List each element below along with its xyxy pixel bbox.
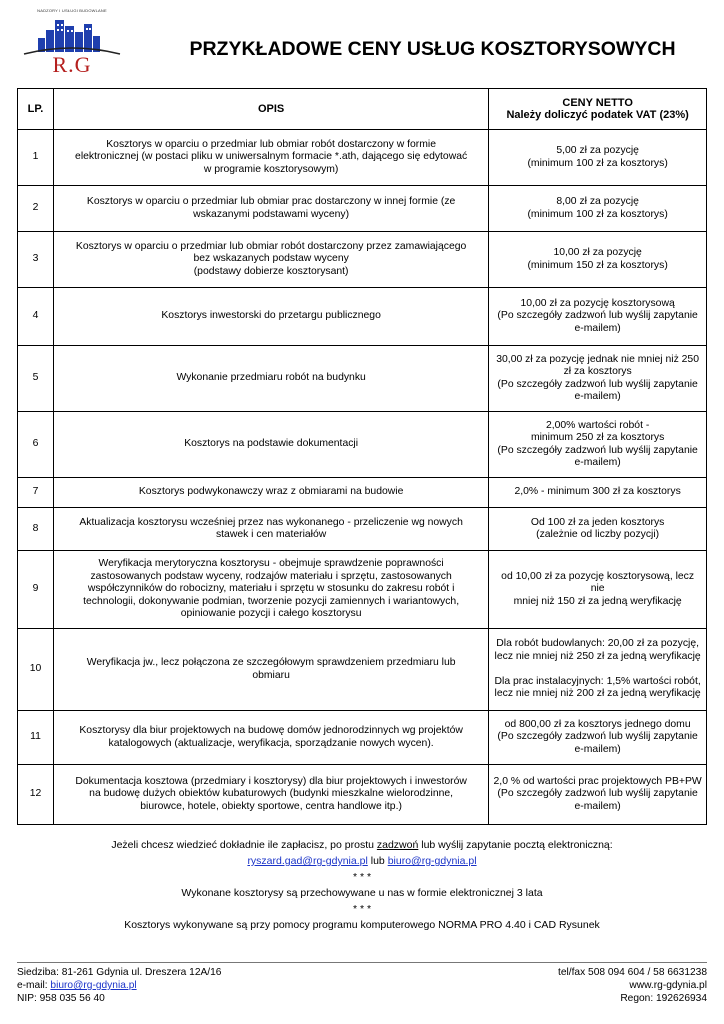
contact-text-before: Jeżeli chcesz wiedzieć dokładnie ile zapłacisz, po prostu: [111, 839, 377, 851]
row-price: Od 100 zł za jeden kosztorys (zależnie od liczby pozycji): [489, 508, 707, 551]
row-number: 5: [18, 346, 54, 412]
price-table: [17, 88, 707, 825]
row-price: Dla robót budowlanych: 20,00 zł za pozycję, lecz nie mniej niż 250 zł za jedną weryfikację Dla prac instalacyjnych: 1,5% wartości robót, lecz nie mniej niż 200 zł za jedną weryfikację: [489, 629, 707, 711]
table-row: [18, 629, 707, 711]
table-row: [18, 711, 707, 765]
row-description: Kosztorys w oparciu o przedmiar lub obmiar robót dostarczony w formie elektronicznej (w postaci pliku w uniwersalnym formacie *.ath, dającego się edytować w programie kosztorysowym): [53, 130, 488, 186]
row-number: 1: [18, 130, 54, 186]
storage-note: Wykonane kosztorysy są przechowywane u nas w formie elektronicznej 3 lata: [181, 887, 543, 899]
header-lp: LP.: [18, 89, 54, 130]
row-price: od 800,00 zł za kosztorys jednego domu (Po szczegóły zadzwoń lub wyślij zapytanie e-mailem): [489, 711, 707, 765]
row-description: Kosztorys podwykonawczy wraz z obmiarami na budowie: [53, 478, 488, 508]
email-line: [17, 854, 707, 868]
table-row: [18, 412, 707, 478]
email-link-ryszard[interactable]: ryszard.gad@rg-gdynia.pl: [247, 855, 368, 867]
email-link-biuro[interactable]: biuro@rg-gdynia.pl: [387, 855, 477, 867]
footer-nip: NIP: 958 035 56 40: [17, 993, 105, 1004]
row-description: Dokumentacja kosztowa (przedmiary i kosztorysy) dla biur projektowych i inwestorów na budowę dużych obiektów kubaturowych (budynki mieszkalne wielorodzinne, biurowce, hotele, obiekty sportowe, centra handlowe itp.): [53, 765, 488, 825]
logo-text: R.G: [52, 52, 92, 77]
row-number: 10: [18, 629, 54, 711]
row-price: 8,00 zł za pozycję (minimum 100 zł za kosztorys): [489, 186, 707, 232]
table-row: [18, 478, 707, 508]
row-number: 11: [18, 711, 54, 765]
row-price: 30,00 zł za pozycję jednak nie mniej niż 250 zł za kosztorys (Po szczegóły zadzwoń lub wyślij zapytanie e-mailem): [489, 346, 707, 412]
logo-tagline: NADZORY I USŁUGI BUDOWLANE: [37, 8, 107, 13]
row-number: 12: [18, 765, 54, 825]
call-text: zadzwoń: [376, 839, 419, 851]
row-description: Kosztorys inwestorski do przetargu publicznego: [53, 288, 488, 346]
row-price: od 10,00 zł za pozycję kosztorysową, lecz nie mniej niż 150 zł za jedną weryfikację: [489, 551, 707, 629]
table-row: [18, 551, 707, 629]
footer-email-line: [17, 979, 221, 992]
footer-phone: tel/fax 508 094 604 / 58 6631238: [558, 967, 707, 978]
row-number: 9: [18, 551, 54, 629]
footer-address: Siedziba: 81-261 Gdynia ul. Dreszera 12A/16: [17, 967, 222, 978]
separator-2: * * *: [352, 903, 372, 915]
contact-line: [17, 838, 707, 852]
table-row: [18, 130, 707, 186]
footer-left: [17, 966, 221, 1005]
row-description: Kosztorys w oparciu o przedmiar lub obmiar robót dostarczony przez zamawiającego bez wskazanych podstaw wyceny (podstawy dobierze kosztorysant): [53, 232, 488, 288]
row-price: 2,00% wartości robót - minimum 250 zł za kosztorys (Po szczegóły zadzwoń lub wyślij zapytanie e-mailem): [489, 412, 707, 478]
row-description: Kosztorys w oparciu o przedmiar lub obmiar prac dostarczony w innej formie (ze wskazanymi podstawami wyceny): [53, 186, 488, 232]
table-header-row: [18, 89, 707, 130]
row-price: 10,00 zł za pozycję kosztorysową (Po szczegóły zadzwoń lub wyślij zapytanie e-mailem): [489, 288, 707, 346]
footer-email-label: e-mail:: [17, 980, 51, 991]
table-row: [18, 232, 707, 288]
footer-notes: [17, 838, 707, 934]
row-number: 4: [18, 288, 54, 346]
row-description: Wykonanie przedmiaru robót na budynku: [53, 346, 488, 412]
contact-text-after: lub wyślij zapytanie pocztą elektroniczną:: [418, 839, 613, 851]
footer-divider: [17, 962, 707, 963]
row-number: 7: [18, 478, 54, 508]
row-description: Aktualizacja kosztorysu wcześniej przez nas wykonanego - przeliczenie wg nowych stawek i cen materiałów: [53, 508, 488, 551]
row-description: Kosztorysy dla biur projektowych na budowę domów jednorodzinnych wg projektów katalogowych (aktualizacje, weryfikacja, sporządzanie nowych wycen).: [53, 711, 488, 765]
page-title: PRZYKŁADOWE CENY USŁUG KOSZTORYSOWYCH: [189, 38, 676, 60]
footer-website: www.rg-gdynia.pl: [629, 980, 707, 991]
table-row: [18, 346, 707, 412]
footer-right: [558, 966, 707, 1005]
row-description: Weryfikacja jw., lecz połączona ze szczegółowym sprawdzeniem przedmiaru lub obmiaru: [53, 629, 488, 711]
table-row: [18, 765, 707, 825]
header-ceny: CENY NETTO Należy doliczyć podatek VAT (23%): [489, 89, 707, 130]
row-number: 6: [18, 412, 54, 478]
table-row: [18, 508, 707, 551]
separator-1: * * *: [352, 871, 372, 883]
row-number: 2: [18, 186, 54, 232]
row-number: 3: [18, 232, 54, 288]
company-logo: [18, 8, 126, 82]
footer-regon: Regon: 192626934: [620, 993, 707, 1004]
row-price: 5,00 zł za pozycję (minimum 100 zł za kosztorys): [489, 130, 707, 186]
header-opis: OPIS: [53, 89, 488, 130]
row-price: 2,0 % od wartości prac projektowych PB+PW (Po szczegóły zadzwoń lub wyślij zapytanie e-mailem): [489, 765, 707, 825]
table-row: [18, 186, 707, 232]
row-description: Weryfikacja merytoryczna kosztorysu - obejmuje sprawdzenie poprawności zastosowanych podstaw wyceny, rodzajów materiału i sprzętu, zastosowanych współczynników do robocizny, materiału i sprzętu w stosunku do zakresu robót i technologii, dokonywanie podmian, tworzenie pozycji zamiennych i wariantowych, opiniowanie pozycji i całego kosztorysu: [53, 551, 488, 629]
software-note: Kosztorys wykonywane są przy pomocy programu komputerowego NORMA PRO 4.40 i CAD Rysunek: [124, 919, 600, 931]
footer-email-link[interactable]: biuro@rg-gdynia.pl: [50, 980, 137, 991]
row-description: Kosztorys na podstawie dokumentacji: [53, 412, 488, 478]
row-number: 8: [18, 508, 54, 551]
row-price: 10,00 zł za pozycję (minimum 150 zł za kosztorys): [489, 232, 707, 288]
table-row: [18, 288, 707, 346]
email-separator: lub: [367, 855, 388, 867]
row-price: 2,0% - minimum 300 zł za kosztorys: [489, 478, 707, 508]
